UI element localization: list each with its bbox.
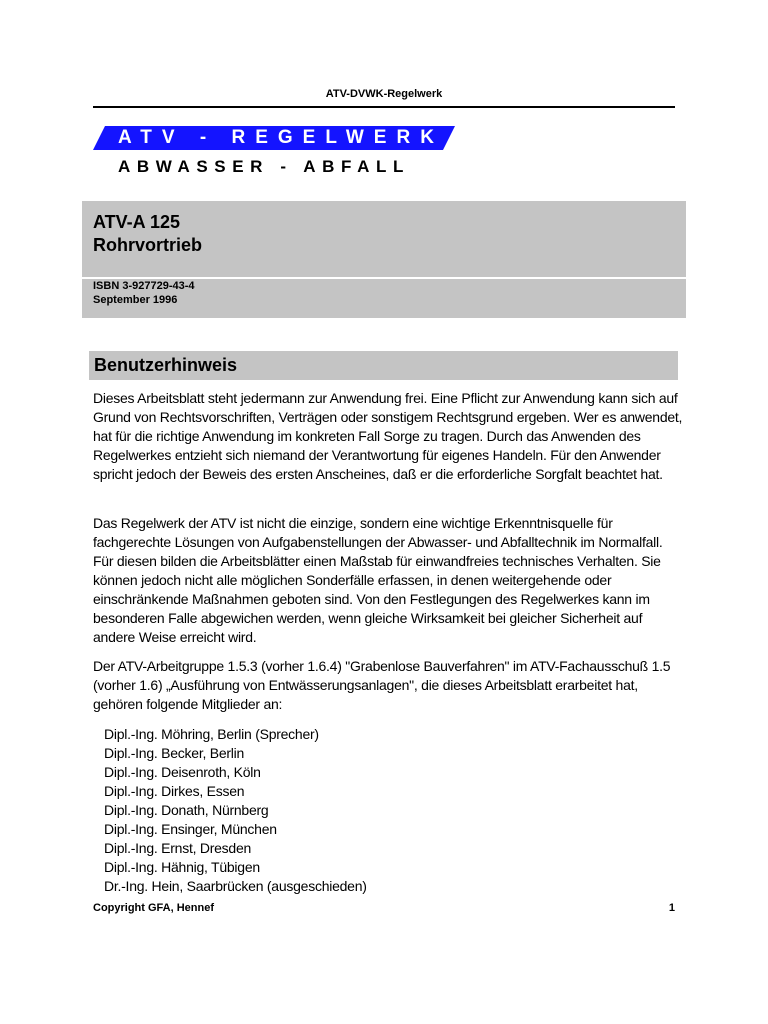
section-heading: Benutzerhinweis (89, 351, 678, 380)
paragraph: Dieses Arbeitsblatt steht jedermann zur Anwendung frei. Eine Pflicht zur Anwendung kann sich auf Grund von Rechtsvorschriften, Verträgen oder sonstigem Rechtsgrund ergeben. Wer es anwendet, hat für die richtige Anwendung im konkreten Fall Sorge zu tragen. Durch das Anwenden des Regelwerkes entzieht sich niemand der Verantwortung für eigenes Handeln. Für den Anwender spricht jedoch der Beweis des ersten Anscheines, daß er die erforderliche Sorgfalt beachtet hat. (93, 390, 683, 482)
member-item: Dipl.-Ing. Möhring, Berlin (Sprecher) (104, 726, 319, 742)
header-rule (93, 106, 675, 108)
paragraph: Der ATV-Arbeitgruppe 1.5.3 (vorher 1.6.4) "Grabenlose Bauverfahren" im ATV-Fachausschuß 1.5 (vorher 1.6) „Ausführung von Entwässerungsanlagen", die dieses Arbeitsblatt erarbeitet hat, gehören folgende Mitglieder an: (93, 658, 671, 712)
member-item: Dipl.-Ing. Becker, Berlin (104, 745, 245, 761)
member-item: Dipl.-Ing. Hähnig, Tübigen (104, 859, 260, 875)
isbn: ISBN 3-927729-43-4 (93, 280, 195, 292)
copyright: Copyright GFA, Hennef (93, 902, 214, 914)
logo-title: ATV - REGELWERK (118, 127, 444, 148)
member-list (104, 725, 367, 896)
member-item: Dipl.-Ing. Ensinger, München (104, 821, 277, 837)
page-number: 1 (668, 902, 675, 914)
document-title: Rohrvortrieb (93, 235, 203, 255)
logo-subtitle: ABWASSER - ABFALL (118, 157, 410, 176)
running-header: ATV-DVWK-Regelwerk (325, 88, 443, 100)
document-code: ATV-A 125 (93, 212, 181, 232)
member-item: Dipl.-Ing. Donath, Nürnberg (104, 802, 269, 818)
member-item: Dipl.-Ing. Ernst, Dresden (104, 840, 252, 856)
member-item: Dr.-Ing. Hein, Saarbrücken (ausgeschieden) (104, 878, 367, 894)
paragraph: Das Regelwerk der ATV ist nicht die einzige, sondern eine wichtige Erkenntnisquelle für fachgerechte Lösungen von Aufgabenstellungen der Abwasser- und Abfalltechnik im Normalfall. Für diesen bilden die Arbeitsblätter einen Maßstab für einwandfreies technisches Verhalten. Sie können jedoch nicht alle möglichen Sonderfälle erfassen, in denen weitergehende oder einschränkende Maßnahmen geboten sind. Von den Festlegungen des Regelwerkes kann im besonderen Falle abgewichen werden, wenn gleiche Wirksamkeit bei gleicher Sicherheit auf andere Weise erreicht wird. (93, 515, 663, 645)
member-item: Dipl.-Ing. Deisenroth, Köln (104, 764, 261, 780)
publication-date: September 1996 (93, 294, 178, 306)
member-item: Dipl.-Ing. Dirkes, Essen (104, 783, 245, 799)
